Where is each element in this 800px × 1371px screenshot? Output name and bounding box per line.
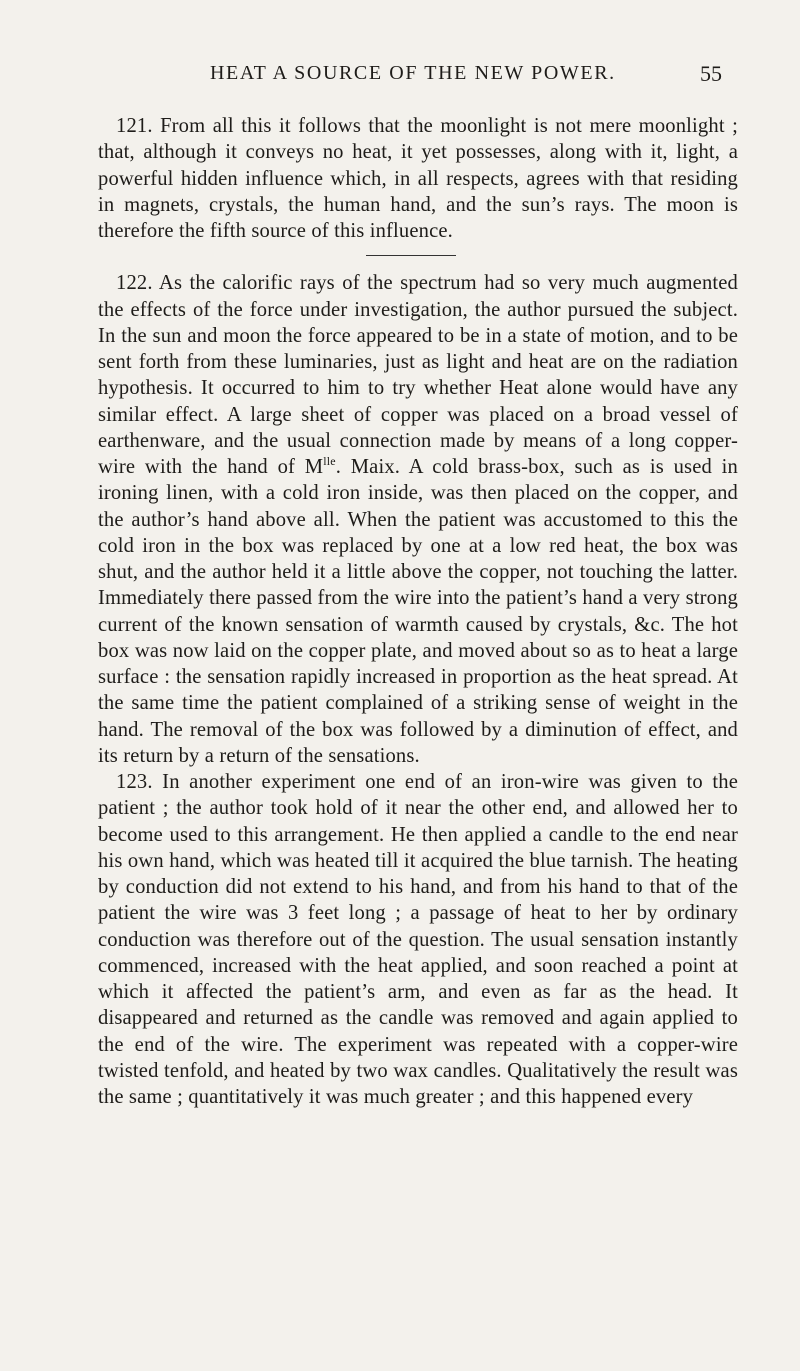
divider-rule xyxy=(366,255,456,256)
page-number: 55 xyxy=(700,61,722,86)
paragraph-122 xyxy=(98,270,738,769)
body-text xyxy=(98,113,738,1110)
paragraph-122-rest: . Maix. A cold brass-box, such as is used in ironing linen, with a cold iron inside, was then placed on the copper, and the author’s hand above all. When the patient was accustomed to this the cold iron in the box was replaced by one at a low red heat, the box was shut, and the author held it a little above the copper, not touching the latter. Immediately there passed from the wire into the patient’s hand a very strong current of the known sensation of warmth caused by crystals, &c. The hot box was now laid on the copper plate, and moved about so as to heat a large surface : the sensation rapidly increased in proportion as the heat spread. At the same time the patient complained of a striking sense of weight in the hand. The removal of the box was followed by a diminution of effect, and its return by a return of the sensations. xyxy=(98,456,738,767)
paragraph-123: 123. In another experiment one end of an iron-wire was given to the patient ; the author took hold of it near the other end, and allowed her to become used to this arrangement. He then applied a candle to the end near his own hand, which was heated till it acquired the blue tarnish. The heating by conduction did not extend to his hand, and from his hand to that of the patient the wire was 3 feet long ; a passage of heat to her by ordinary conduction was therefore out of the question. The usual sensation instantly commenced, increased with the heat applied, and soon reached a point at which it affected the patient’s arm, and even as far as the head. It disappeared and returned as the candle was removed and again applied to the end of the wire. The experiment was repeated with a copper-wire twisted tenfold, and heated by two wax candles. Qualitatively the result was the same ; quantitatively it was much greater ; and this happened every xyxy=(98,771,738,1108)
running-head xyxy=(0,62,800,94)
running-title: HEAT A SOURCE OF THE NEW POWER. xyxy=(210,62,616,84)
paragraph-122-start: 122. As the calorific rays of the spectrum had so very much augmented the effects of the force under investigation, the author pursued the subject. In the sun and moon the force appeared to be in a state of motion, and to be sent forth from these luminaries, just as light and heat are on the radiation hypothesis. It occurred to him to try whether Heat alone would have any similar effect. A large sheet of copper was placed on a broad vessel of earthenware, and the usual connection made by means of a long copper-wire with the hand of M xyxy=(98,272,738,478)
paragraph-121: 121. From all this it follows that the moonlight is not mere moonlight ; that, although it conveys no heat, it yet possesses, along with it, light, a powerful hidden influence which, in all respects, agrees with that residing in magnets, crystals, the human hand, and the sun’s rays. The moon is therefore the fifth source of this influence. xyxy=(98,115,738,242)
paragraph-122-superscript: lle xyxy=(323,454,336,469)
section-divider xyxy=(98,244,738,270)
